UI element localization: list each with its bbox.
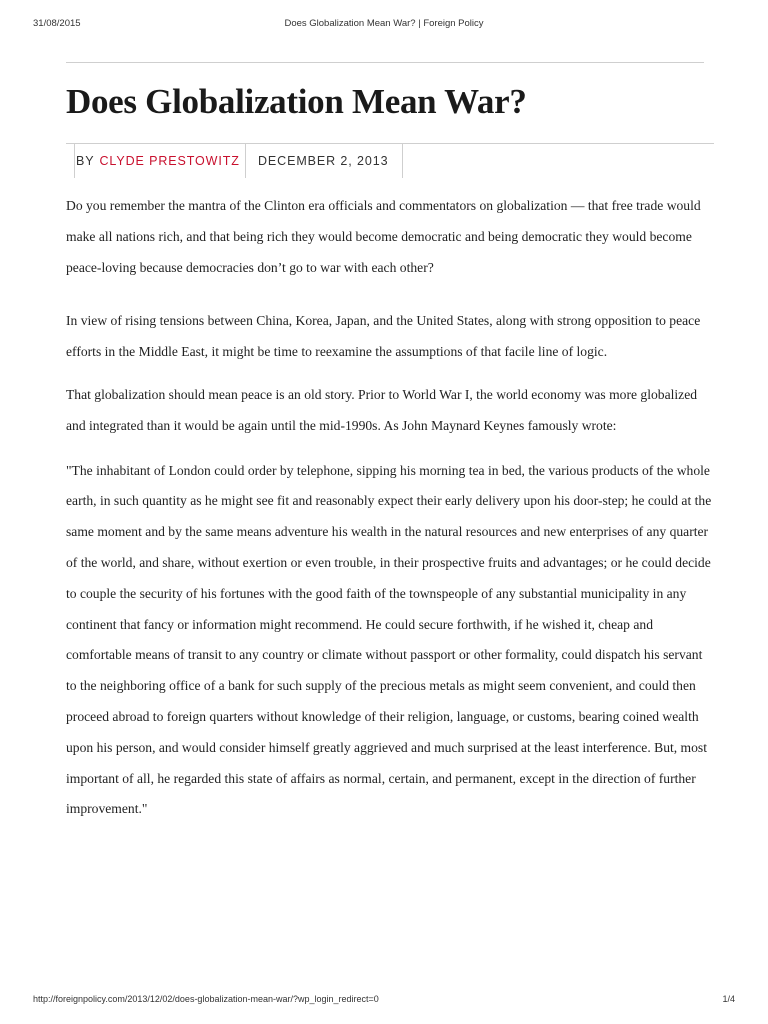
paragraph: That globalization should mean peace is an old story. Prior to World War I, the world economy was more globalized and integrated than it would be again until the mid-1990s. As John Maynard Keynes famously wrote: [66,386,698,433]
print-footer [0,994,768,1008]
author-link[interactable]: CLYDE PRESTOWITZ [99,154,240,168]
byline-author-cell [74,144,246,178]
page-number: 1/4 [722,994,735,1004]
byline [66,143,714,178]
block-quote-paragraph: "The inhabitant of London could order by telephone, sipping his morning tea in bed, the various products of the whole earth, in such quantity as he might see fit and reasonably expect their early delivery upon his door-step; he could at the same moment and by the same means adventure his wealth in the natural resources and new enterprises of any quarter of the world, and share, without exertion or even trouble, in their prospective fruits and advantages; or he could decide to couple the security of his fortunes with the good faith of the townspeople of any substantial municipality in any continent that fancy or information might recommend. He could secure forthwith, if he wished it, cheap and comfortable means of transit to any country or climate without passport or other formality, could dispatch his servant to the neighboring office of a bank for such supply of the precious metals as might seem convenient, and could then proceed abroad to foreign quarters without knowledge of their religion, language, or customs, bearing coined wealth upon his person, and would consider himself greatly aggrieved and much surprised at the least interference. But, most important of all, he regarded this state of affairs as normal, certain, and permanent, except in the direction of further improvement." [66,462,712,817]
byline-date: DECEMBER 2, 2013 [246,144,403,178]
print-date: 31/08/2015 [33,18,81,29]
article-headline: Does Globalization Mean War? [66,82,527,121]
article-body [66,191,714,825]
print-header [0,18,768,32]
paragraph: In view of rising tensions between China, Korea, Japan, and the United States, along with strong opposition to peace efforts in the Middle East, it might be time to reexamine the assumptions of that facile line of logic. [66,313,701,360]
page-url: http://foreignpolicy.com/2013/12/02/does-globalization-mean-war/?wp_login_redirect=0 [33,994,379,1004]
paragraph: Do you remember the mantra of the Clinton era officials and commentators on globalization — that free trade would make all nations rich, and that being rich they would become democratic and being democratic they would become peace-loving because democracies don’t go to war with each other? [66,198,701,275]
top-divider [66,62,704,63]
print-document-title: Does Globalization Mean War? | Foreign Policy [284,18,484,29]
byline-prefix: BY [76,154,95,168]
